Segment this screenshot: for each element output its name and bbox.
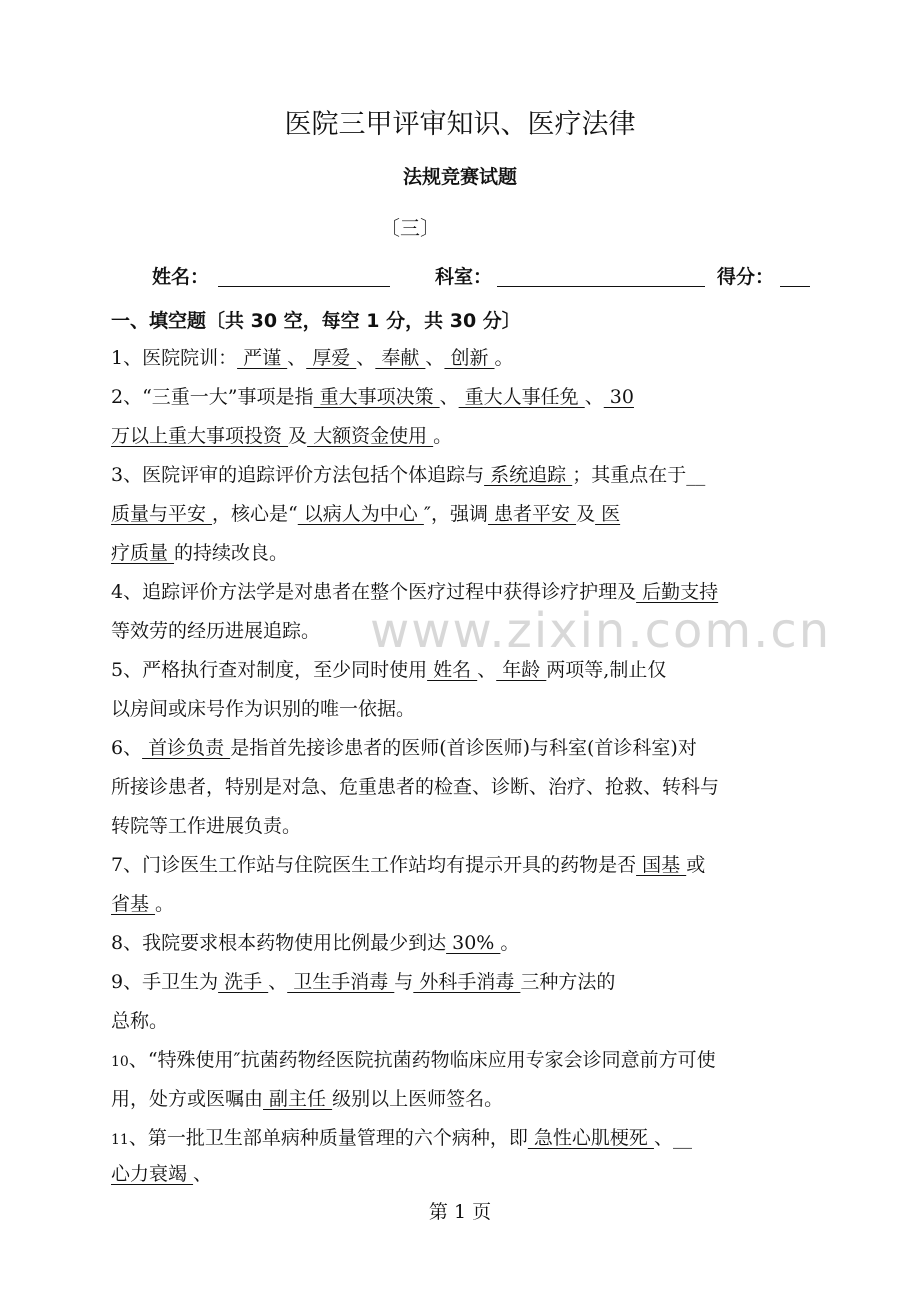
text-run: 4、追踪评价方法学是对患者在整个医疗过程中获得诊疗护理及: [111, 581, 637, 603]
answer-blank: 姓名: [427, 659, 478, 681]
answer-blank: 奉献: [375, 347, 426, 369]
answer-blank: 副主任: [263, 1088, 333, 1110]
score-label: 得分：: [717, 266, 775, 288]
text-run: 两项等,制止仅: [546, 659, 667, 681]
text-run: 10: [111, 1054, 129, 1070]
answer-blank: 外科手消毒: [413, 971, 521, 993]
text-run: 。: [433, 425, 453, 447]
text-run: 5、严格执行查对制度，至少同时使用: [111, 659, 428, 681]
question-10: [111, 1045, 716, 1077]
text-run: 以房间或床号作为识别的唯一依据。: [111, 698, 416, 720]
answer-blank: 卫生手消毒: [287, 971, 395, 993]
text-run: 用，处方或医嘱由: [111, 1088, 264, 1110]
question-5: [111, 655, 666, 685]
text-run: 、“特殊使用″抗菌药物经医院抗菌药物临床应用专家会诊同意前方可使: [128, 1049, 716, 1071]
question-5-cont: [111, 694, 415, 724]
text-run: 、: [653, 1127, 673, 1149]
text-run: 、: [193, 1163, 213, 1185]
answer-blank: 后勤支持: [636, 581, 719, 603]
answer-blank: 年龄: [496, 659, 547, 681]
dept-blank: [497, 286, 705, 287]
text-run: 及: [288, 425, 308, 447]
question-4: [111, 577, 718, 607]
paper-number: 〔三〕: [380, 216, 440, 240]
text-run: 、: [287, 347, 307, 369]
question-6-cont: [111, 772, 719, 802]
question-2-cont: [111, 421, 452, 451]
question-6-cont2: [111, 811, 301, 841]
question-9: [111, 967, 615, 997]
answer-blank: 质量与平安: [111, 503, 213, 525]
answer-blank: 医: [595, 503, 621, 525]
info-row: [152, 262, 832, 292]
question-10-cont: [111, 1084, 503, 1114]
answer-blank: 急性心肌梗死: [527, 1127, 654, 1149]
answer-blank: 30: [603, 386, 634, 408]
text-run: 8、我院要求根本药物使用比例最少到达: [111, 932, 447, 954]
document-title: 医院三甲评审知识、医疗法律: [284, 109, 636, 140]
text-run: 3、医院评审的追踪评价方法包括个体追踪与: [111, 464, 485, 486]
document-subtitle: 法规竞赛试题: [402, 166, 517, 188]
question-3-cont2: [111, 538, 288, 568]
answer-blank: 洗手: [218, 971, 269, 993]
text-run: 、: [477, 659, 497, 681]
answer-blank: 万以上重大事项投资: [111, 425, 289, 447]
text-run: __: [686, 464, 706, 486]
text-run: 三种方法的: [520, 971, 616, 993]
text-run: 及: [576, 503, 596, 525]
text-run: 9、手卫生为: [111, 971, 219, 993]
question-2: [111, 382, 634, 412]
text-run: 等效劳的经历进展追踪。: [111, 620, 321, 642]
answer-blank: 重大事项决策: [313, 386, 440, 408]
answer-blank: 以病人为中心: [297, 503, 424, 525]
question-11: [111, 1123, 692, 1155]
dept-label: 科室：: [435, 266, 493, 288]
text-run: ″，强调: [423, 503, 488, 525]
text-run: 、第一批卫生部单病种质量管理的六个病种，即: [128, 1127, 528, 1149]
answer-blank: 心力衰竭: [111, 1163, 194, 1185]
score-blank: [780, 286, 810, 287]
text-run: 6、: [111, 737, 143, 759]
question-7-cont: [111, 889, 174, 919]
question-11-cont: [111, 1159, 212, 1189]
watermark: www.zixin.com.cn: [370, 603, 832, 659]
text-run: ；其重点在于: [572, 464, 687, 486]
text-run: 、: [425, 347, 445, 369]
text-run: 。: [494, 347, 514, 369]
text-run: 与: [394, 971, 414, 993]
question-6: [111, 733, 697, 763]
page-footer: 第 1 页: [428, 1201, 492, 1223]
text-run: 级别以上医师签名。: [332, 1088, 504, 1110]
text-run: 。: [155, 893, 175, 915]
answer-blank: 省基: [111, 893, 156, 915]
text-run: 、: [584, 386, 604, 408]
answer-blank: 首诊负责: [142, 737, 231, 759]
text-run: 总称。: [111, 1010, 169, 1032]
question-4-cont: [111, 616, 320, 646]
text-run: 1、医院院训：: [111, 347, 238, 369]
text-run: 转院等工作进展负责。: [111, 815, 302, 837]
answer-blank: 创新: [444, 347, 495, 369]
text-run: 是指首先接诊患者的医师(首诊医师)与科室(首诊科室)对: [230, 737, 697, 759]
text-run: 。: [500, 932, 520, 954]
answer-blank: 30%: [446, 932, 501, 954]
section-heading: 一、填空题〔共 30 空，每空 1 分，共 30 分〕: [111, 310, 521, 332]
question-8: [111, 928, 519, 958]
text-run: ，核心是“: [212, 503, 298, 525]
answer-blank: 重大人事任免: [458, 386, 585, 408]
answer-blank: 厚爱: [306, 347, 357, 369]
name-blank: [218, 286, 390, 287]
text-run: 所接诊患者，特别是对急、危重患者的检查、诊断、治疗、抢救、转科与: [111, 776, 720, 798]
question-1: [111, 343, 514, 373]
text-run: 11: [111, 1132, 129, 1148]
question-3-cont: [111, 499, 620, 529]
name-label: 姓名：: [152, 266, 210, 288]
text-run: 、: [268, 971, 288, 993]
text-run: 、: [439, 386, 459, 408]
answer-blank: 大额资金使用: [307, 425, 434, 447]
question-9-cont: [111, 1006, 168, 1036]
answer-blank: 严谨: [237, 347, 288, 369]
text-run: __: [672, 1127, 692, 1149]
answer-blank: 患者平安: [487, 503, 577, 525]
text-run: 的持续改良。: [174, 542, 289, 564]
text-run: 7、门诊医生工作站与住院医生工作站均有提示开具的药物是否: [111, 854, 637, 876]
answer-blank: 国基: [636, 854, 687, 876]
question-7: [111, 850, 705, 880]
question-3: [111, 460, 705, 490]
answer-blank: 疗质量: [111, 542, 175, 564]
text-run: 或: [686, 854, 706, 876]
text-run: 、: [356, 347, 376, 369]
text-run: 2、“三重一大”事项是指: [111, 386, 314, 408]
answer-blank: 系统追踪: [484, 464, 573, 486]
